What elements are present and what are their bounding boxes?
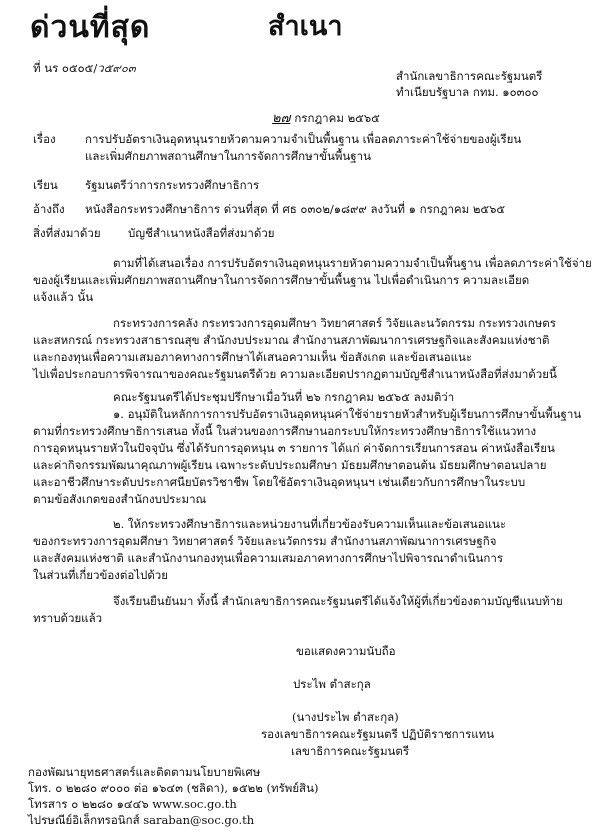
salutation-label: เรียน	[33, 178, 58, 192]
body-p3-line-3: ตามที่กระทรวงศึกษาธิการเสนอ ทั้งนี้ ในส่วนของการศึกษานอกระบบให้กระทรวงศึกษาธิการใช้แนวทาง	[33, 424, 537, 438]
body-p3-line-2: ๑. อนุมัติในหลักการการปรับอัตราเงินอุดหนุนค่าใช้จ่ายรายหัวสำหรับผู้เรียนการศึกษาขั้นพื้นฐาน	[113, 407, 582, 421]
body-p1-line-2: ของผู้เรียนและเพิ่มศักยภาพสถานศึกษาในการจัดการศึกษาขั้นพื้นฐาน ไปเพื่อดำเนินการ ความละเอียด	[33, 273, 530, 287]
signer-name: (นางประไพ ตำสะกุล)	[292, 710, 399, 724]
subject-line-2: และเพิ่มศักยภาพสถานศึกษาในการจัดการศึกษาขั้นพื้นฐาน	[85, 149, 371, 163]
reference-row	[33, 201, 505, 219]
body-p3-line-6: และอาชีวศึกษาระดับประกาศนียบัตรวิชาชีพ โดยใช้อัตราเงินอุดหนุนฯ เช่นเดียวกับการศึกษาในระบบ	[33, 475, 526, 489]
document-number-handwritten: ว๕๙๐๓	[97, 61, 136, 75]
document-number-prefix: ที่ นร ๐๕๐๕/	[33, 61, 98, 75]
body-p2-line-4: ไปเพื่อประกอบการพิจารณาของคณะรัฐมนตรีด้วย ความละเอียดปรากฏตามบัญชีสำเนาหนังสือที่ส่งมาด้วยนี้	[33, 367, 557, 381]
office-name: สำนักเลขาธิการคณะรัฐมนตรี	[396, 69, 543, 83]
reference-text: หนังสือกระทรวงศึกษาธิการ ด่วนที่สุด ที่ ศธ ๐๓๐๒/๑๘๙๙ ลงวันที่ ๑ กรกฎาคม ๒๕๖๕	[85, 202, 506, 216]
body-p2-line-1: กระทรวงการคลัง กระทรวงการอุดมศึกษา วิทยาศาสตร์ วิจัยและนวัตกรรม กระทรวงเกษตร	[113, 316, 556, 330]
body-p3-line-5: และค่ากิจกรรมพัฒนาคุณภาพผู้เรียน เฉพาะระดับประถมศึกษา มัธยมศึกษาตอนต้น มัธยมศึกษาตอนปลาย	[33, 458, 547, 472]
signer-position-2: เลขาธิการคณะรัฐมนตรี	[291, 744, 410, 758]
enclosure-label: สิ่งที่ส่งมาด้วย	[33, 226, 101, 240]
date-day-handwritten: ๒๗	[272, 111, 291, 126]
document-number	[33, 60, 136, 78]
closing-regards: ขอแสดงความนับถือ	[296, 644, 396, 658]
letter-date	[272, 107, 380, 128]
body-p4-line-3: และสังคมแห่งชาติ และสำนักงานกองทุนเพื่อความเสมอภาคทางการศึกษาไปพิจารณาดำเนินการ	[33, 551, 504, 565]
footer-email: ไปรษณีย์อิเล็กทรอนิกส์ saraban@soc.go.th	[28, 813, 255, 827]
body-p3-line-7: ตามข้อสังเกตของสำนักงบประมาณ	[33, 492, 207, 506]
date-month-year: กรกฎาคม ๒๕๖๕	[294, 111, 380, 125]
body-p1-line-3: แจ้งแล้ว นั้น	[33, 290, 94, 304]
footer-division: กองพัฒนายุทธศาสตร์และติดตามนโยบายพิเศษ	[28, 765, 261, 779]
subject-label: เรื่อง	[33, 132, 56, 146]
signature: ประไพ ตำสะกุล	[293, 677, 371, 691]
body-p4-line-2: ของกระทรวงการอุดมศึกษา วิทยาศาสตร์ วิจัยและนวัตกรรม สำนักงานสภาพัฒนาการเศรษฐกิจ	[33, 534, 497, 548]
signer-position-1: รองเลขาธิการคณะรัฐมนตรี ปฏิบัติราชการแทน	[261, 727, 495, 741]
office-address: ทำเนียบรัฐบาล กทม. ๑๐๓๐๐	[396, 85, 539, 99]
footer-fax: โทรสาร ๐ ๒๒๘๐ ๑๔๔๖ www.soc.go.th	[28, 797, 237, 811]
subject-row	[33, 131, 521, 149]
body-p3-line-1: คณะรัฐมนตรีได้ประชุมปรึกษาเมื่อวันที่ ๒๖ กรกฎาคม ๒๕๖๕ ลงมติว่า	[113, 390, 455, 404]
body-p5-line-2: ทราบด้วยแล้ว	[33, 611, 103, 625]
body-p5-line-1: จึงเรียนยืนยันมา ทั้งนี้ สำนักเลขาธิการคณะรัฐมนตรีได้แจ้งให้ผู้ที่เกี่ยวข้องตามบัญชีแนบท้าย	[113, 594, 563, 608]
body-p2-line-3: และกองทุนเพื่อความเสมอภาคทางการศึกษาได้เสนอความเห็น ข้อสังเกต และข้อเสนอแนะ	[33, 350, 473, 364]
body-p3-line-4: การอุดหนุนรายหัวในปัจจุบัน ซึ่งได้รับการอุดหนุน ๓ รายการ ได้แก่ ค่าจัดการเรียนการสอน ค่าหนังสือเรียน	[33, 441, 555, 455]
urgency-stamp: ด่วนที่สุด	[30, 10, 151, 45]
body-p4-line-4: ในส่วนที่เกี่ยวข้องต่อไปด้วย	[33, 568, 168, 582]
subject-line-1: การปรับอัตราเงินอุดหนุนรายหัวตามความจำเป็นพื้นฐาน เพื่อลดภาระค่าใช้จ่ายของผู้เรียน	[85, 132, 522, 146]
body-p1-line-1: ตามที่ได้เสนอเรื่อง การปรับอัตราเงินอุดหนุนรายหัวตามความจำเป็นพื้นฐาน เพื่อลดภาระค่าใช้จ่าย	[113, 256, 592, 270]
copy-mark: สำเนา	[268, 11, 343, 42]
enclosure-row	[33, 225, 275, 243]
footer-phone: โทร. ๐ ๒๒๘๐ ๙๐๐๐ ต่อ ๑๖๔๓ (ชลิดา), ๑๕๒๒ (ทรัพย์สิน)	[28, 781, 319, 795]
salutation-row	[33, 177, 259, 195]
salutation-text: รัฐมนตรีว่าการกระทรวงศึกษาธิการ	[85, 178, 260, 192]
reference-label: อ้างถึง	[33, 202, 65, 216]
body-p4-line-1: ๒. ให้กระทรวงศึกษาธิการและหน่วยงานที่เกี่ยวข้องรับความเห็นและข้อเสนอแนะ	[113, 517, 507, 531]
enclosure-text: บัญชีสำเนาหนังสือที่ส่งมาด้วย	[128, 226, 275, 240]
body-p2-line-2: และสหกรณ์ กระทรวงสาธารณสุข สำนักงบประมาณ สำนักงานสภาพัฒนาการเศรษฐกิจและสังคมแห่งชาติ	[33, 333, 550, 347]
